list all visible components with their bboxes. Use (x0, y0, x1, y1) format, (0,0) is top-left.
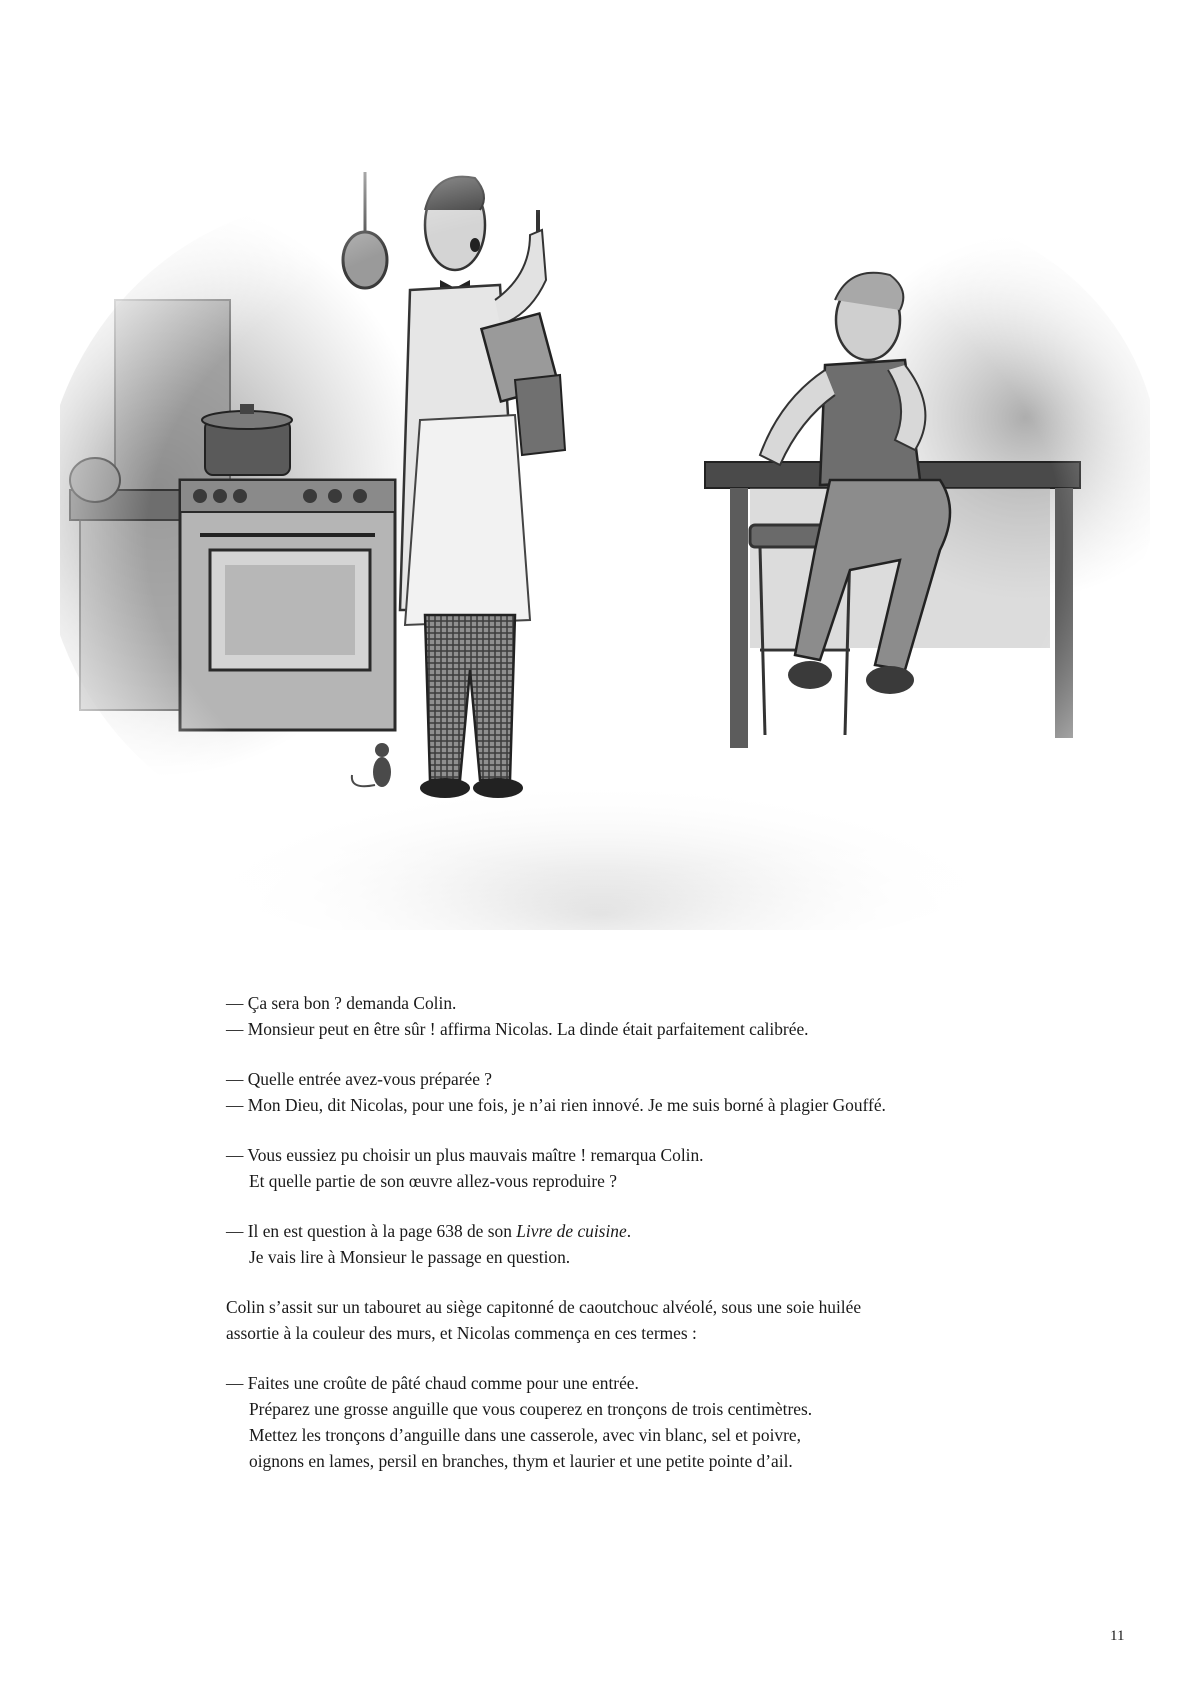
story-text (226, 990, 986, 1498)
text-line: — Quelle entrée avez-vous préparée ? (226, 1069, 493, 1089)
recipe-paragraph (226, 1370, 986, 1474)
text-line: Préparez une grosse anguille que vous couperez en tronçons de trois centimètres. (249, 1399, 813, 1419)
text-line: Mettez les tronçons d’anguille dans une casserole, avec vin blanc, sel et poivre, (249, 1425, 801, 1445)
text-line: oignons en lames, persil en branches, thym et laurier et une petite pointe d’ail. (249, 1451, 793, 1471)
text-line: — Faites une croûte de pâté chaud comme pour une entrée. (226, 1373, 639, 1393)
text-fragment: . (626, 1221, 632, 1241)
dialogue-paragraph-4 (226, 1218, 986, 1270)
text-line: Je vais lire à Monsieur le passage en question. (249, 1247, 571, 1267)
text-line: assortie à la couleur des murs, et Nicolas commença en ces termes : (226, 1323, 697, 1343)
dialogue-paragraph-3 (226, 1142, 986, 1194)
text-line (226, 1218, 986, 1244)
text-line: Et quelle partie de son œuvre allez-vous reproduire ? (249, 1171, 617, 1191)
narrative-paragraph (226, 1294, 986, 1346)
dialogue-paragraph-2 (226, 1066, 986, 1118)
kitchen-scene-illustration (60, 150, 1150, 930)
text-line: — Mon Dieu, dit Nicolas, pour une fois, je n’ai rien innové. Je me suis borné à plagier Gouffé. (226, 1095, 886, 1115)
text-line: Colin s’assit sur un tabouret au siège capitonné de caoutchouc alvéolé, sous une soie huilée (226, 1297, 862, 1317)
book-title: Livre de cuisine (516, 1221, 627, 1241)
text-line: — Ça sera bon ? demanda Colin. (226, 993, 457, 1013)
text-fragment: — Il en est question à la page 638 de son (226, 1221, 517, 1241)
text-line: — Vous eussiez pu choisir un plus mauvais maître ! remarqua Colin. (226, 1145, 704, 1165)
page-number: 11 (1110, 1628, 1125, 1644)
dialogue-paragraph-1 (226, 990, 986, 1042)
text-line: — Monsieur peut en être sûr ! affirma Nicolas. La dinde était parfaitement calibrée. (226, 1019, 809, 1039)
